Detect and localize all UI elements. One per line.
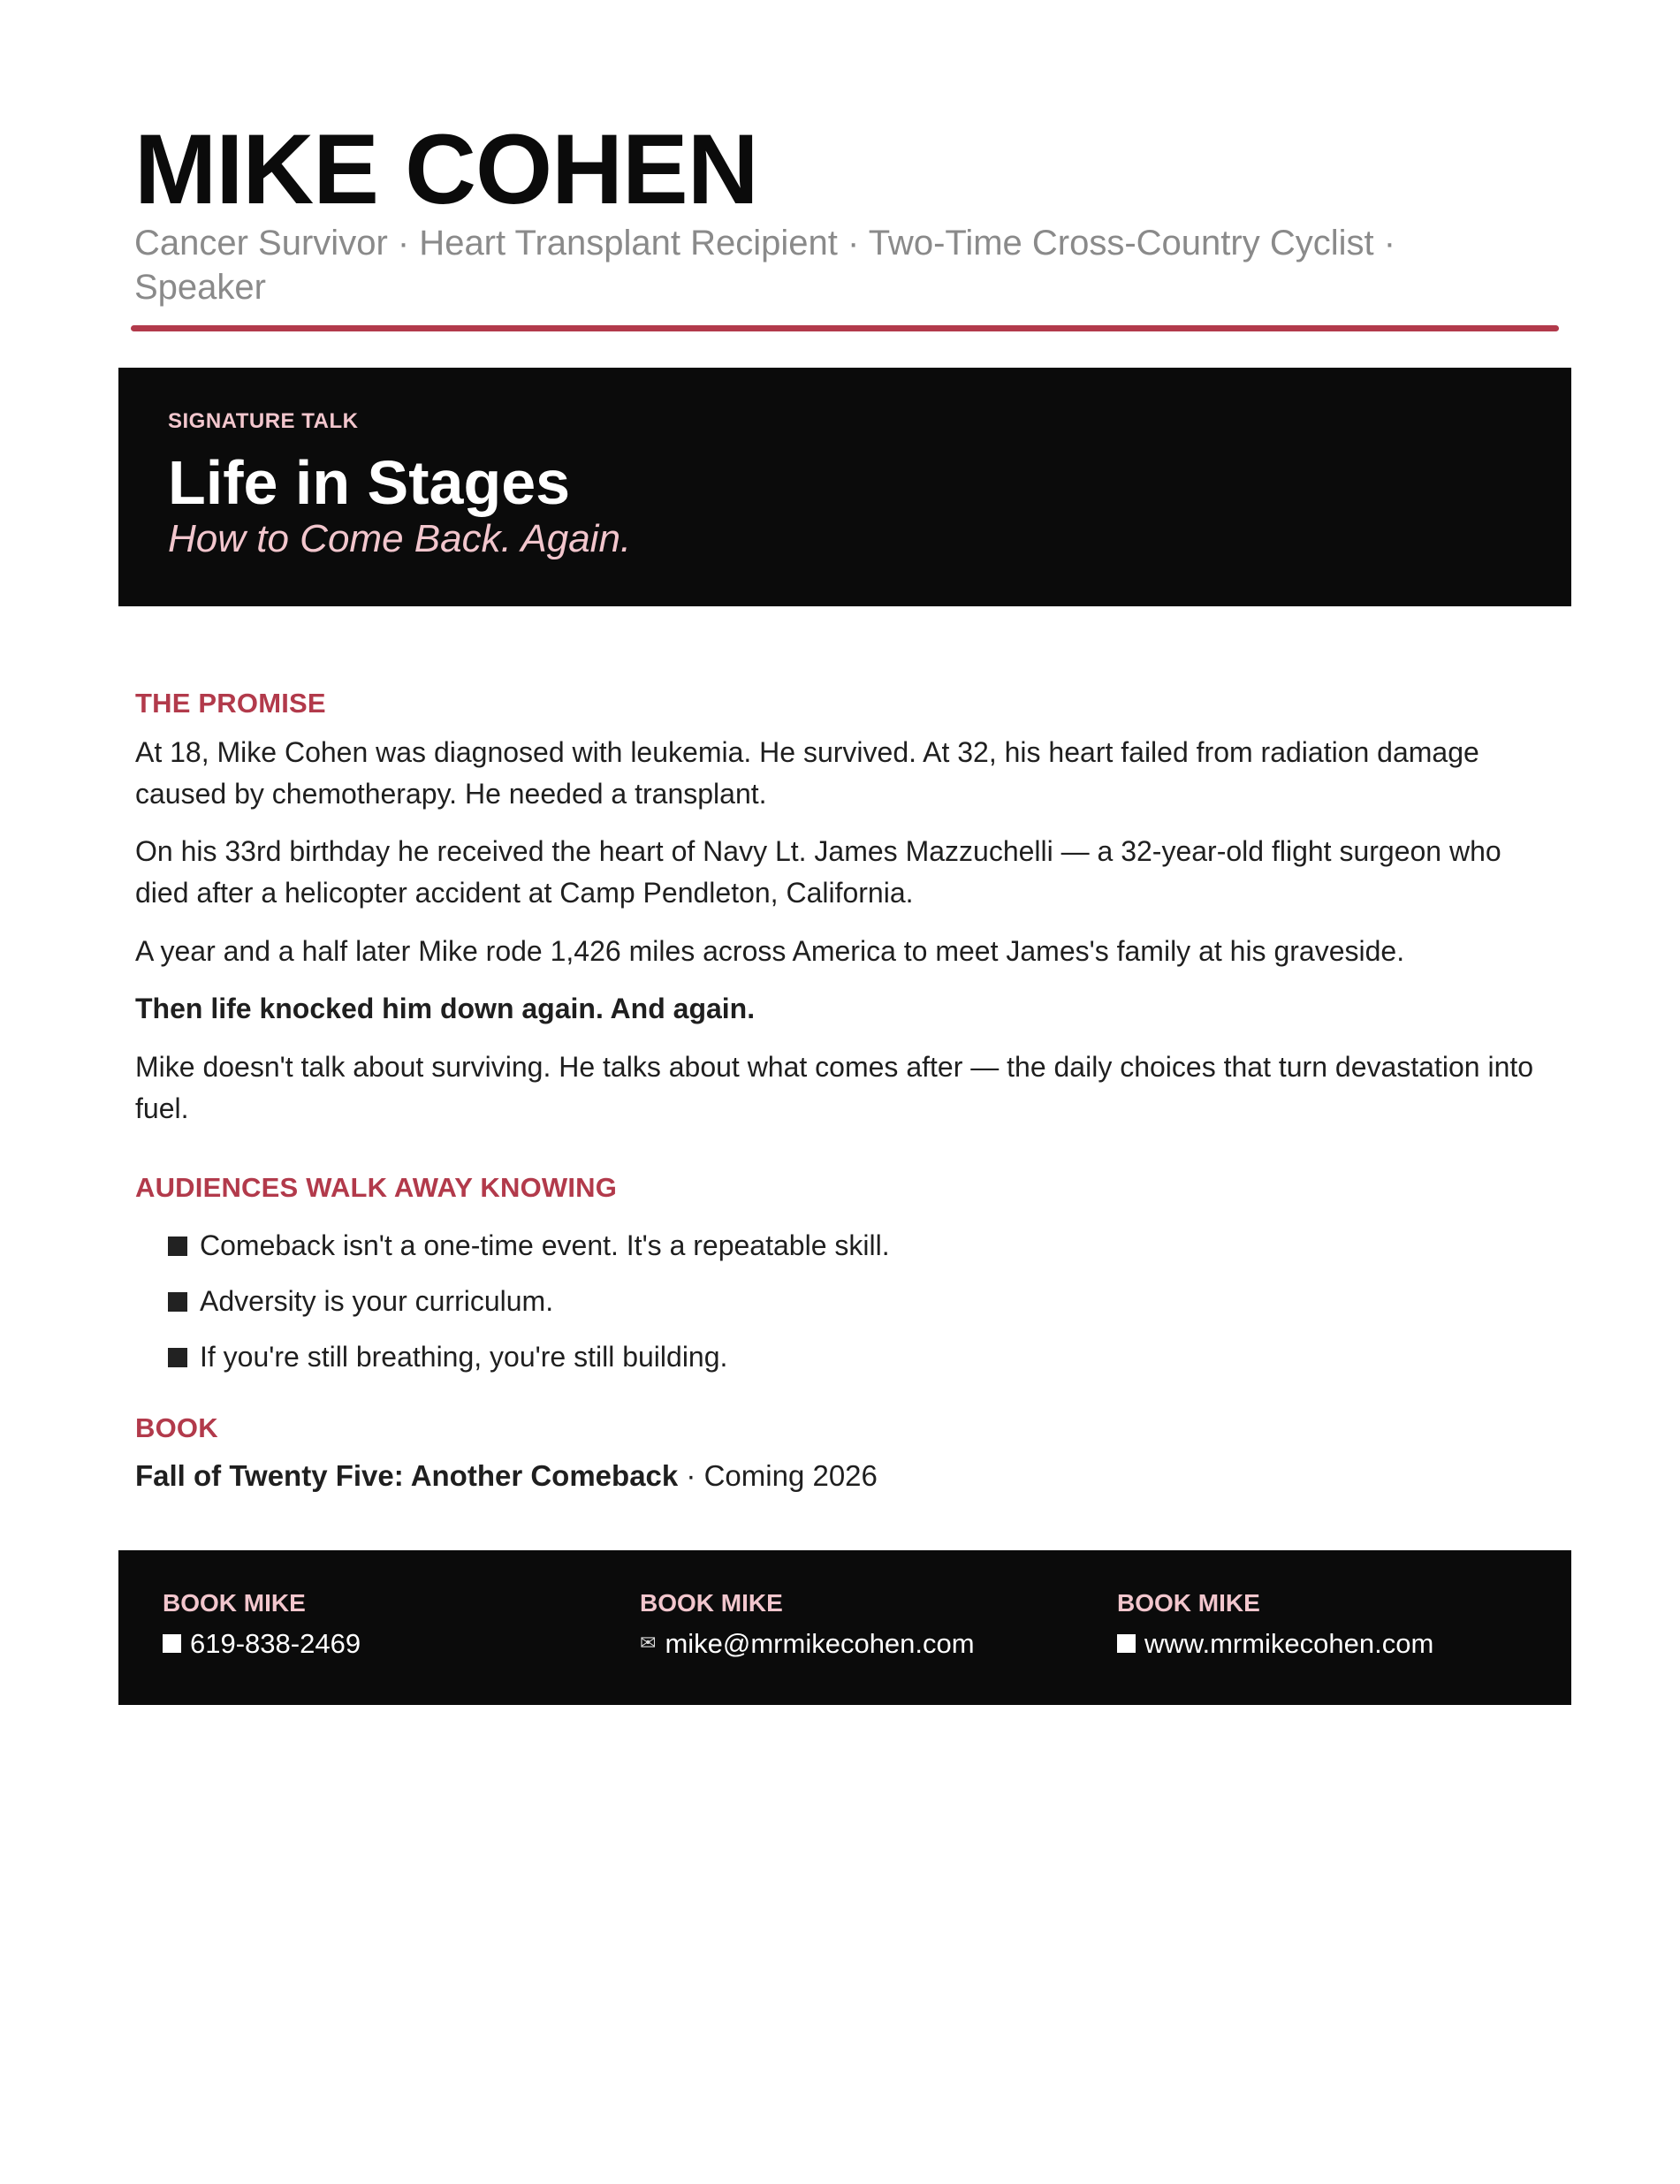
takeaways-list [168, 1218, 890, 1385]
list-item [168, 1218, 890, 1274]
website-url: www.mrmikecohen.com [1144, 1628, 1434, 1659]
square-icon [1117, 1634, 1136, 1653]
section-heading-promise: THE PROMISE [135, 688, 326, 719]
speaker-name: MIKE COHEN [134, 114, 758, 224]
signature-talk-banner [118, 368, 1571, 606]
header-divider [131, 325, 1559, 331]
takeaway-text: Comeback isn't a one-time event. It's a repeatable skill. [200, 1229, 890, 1261]
website-link[interactable] [1117, 1630, 1559, 1657]
contact-label: BOOK MIKE [163, 1589, 306, 1617]
takeaway-text: If you're still breathing, you're still building. [200, 1341, 728, 1373]
section-heading-takeaways: AUDIENCES WALK AWAY KNOWING [135, 1172, 618, 1203]
square-bullet-icon [168, 1237, 187, 1256]
book-status: · Coming 2026 [678, 1459, 878, 1492]
talk-subtitle: How to Come Back. Again. [168, 517, 632, 560]
takeaway-text: Adversity is your curriculum. [200, 1285, 554, 1317]
contact-email [640, 1591, 1082, 1657]
envelope-icon: ✉ [640, 1632, 657, 1655]
contact-phone [163, 1591, 604, 1657]
signature-talk-kicker: SIGNATURE TALK [168, 409, 359, 433]
book-title: Fall of Twenty Five: Another Comeback [135, 1459, 679, 1492]
promise-paragraph: On his 33rd birthday he received the heart of Navy Lt. James Mazzuchelli — a 32-year-old flight surgeon who died after a helicopter accident at Camp Pendleton, California. [135, 835, 1501, 909]
promise-emphasis: Then life knocked him down again. And again. [135, 993, 756, 1024]
square-icon [163, 1634, 181, 1653]
email-link[interactable] [640, 1630, 1082, 1657]
promise-paragraph: A year and a half later Mike rode 1,426 miles across America to meet James's family at his graveside. [135, 935, 1405, 967]
talk-title: Life in Stages [168, 448, 571, 517]
promise-paragraph: Mike doesn't talk about surviving. He talks about what comes after — the daily choices that turn devastation into fuel. [135, 1051, 1534, 1124]
section-heading-book: BOOK [135, 1412, 218, 1443]
book-info [135, 1459, 878, 1493]
contact-website [1117, 1591, 1559, 1657]
phone-number: 619-838-2469 [190, 1628, 361, 1659]
square-bullet-icon [168, 1292, 187, 1312]
list-item [168, 1274, 890, 1329]
speaker-tagline: Cancer Survivor · Heart Transplant Recipient · Two-Time Cross-Country Cyclist · Speaker [134, 224, 1396, 307]
contact-label: BOOK MIKE [1117, 1589, 1260, 1617]
contact-label: BOOK MIKE [640, 1589, 783, 1617]
email-address: mike@mrmikecohen.com [665, 1628, 975, 1659]
list-item [168, 1329, 890, 1385]
booking-contact-bar [118, 1550, 1571, 1705]
phone-link[interactable] [163, 1630, 604, 1657]
promise-paragraph: At 18, Mike Cohen was diagnosed with leukemia. He survived. At 32, his heart failed from radiation damage caused by chemotherapy. He needed a transplant. [135, 736, 1479, 810]
square-bullet-icon [168, 1348, 187, 1367]
